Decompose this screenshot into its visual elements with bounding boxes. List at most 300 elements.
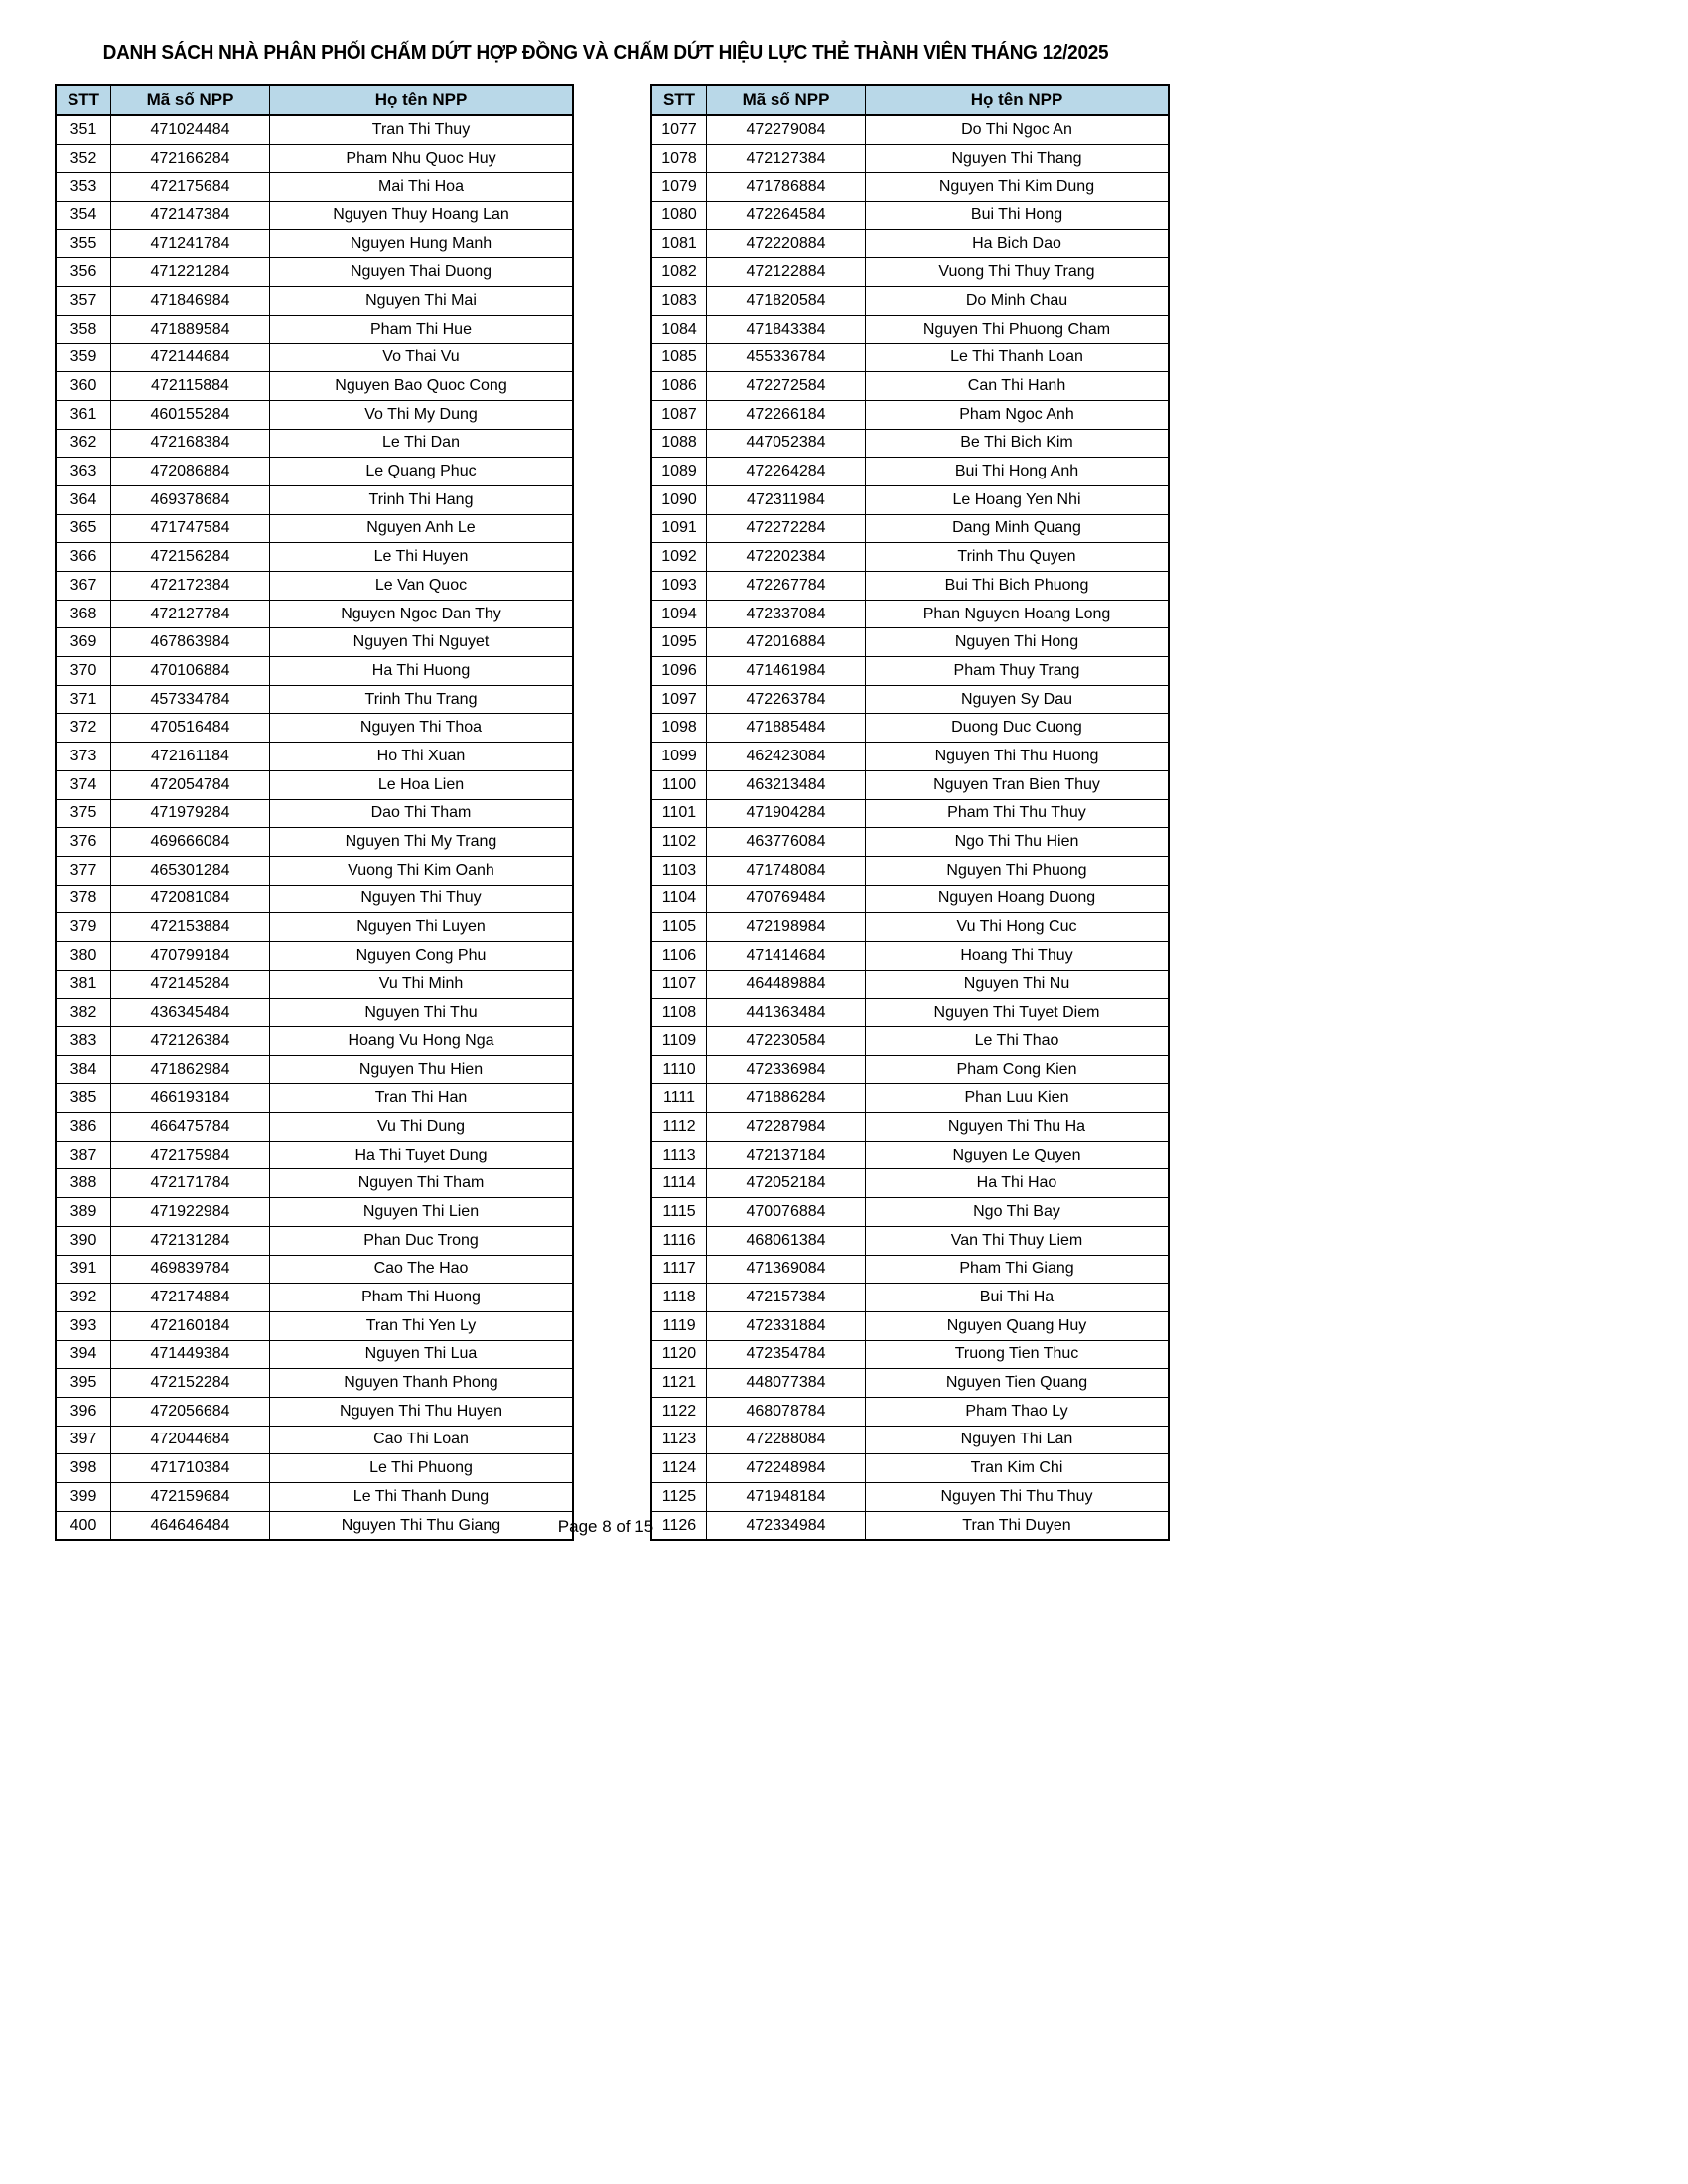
table-row bbox=[56, 685, 573, 714]
stt-cell: 400 bbox=[56, 1511, 111, 1540]
stt-cell: 1081 bbox=[651, 229, 707, 258]
stt-cell: 388 bbox=[56, 1169, 111, 1198]
code-cell: 470076884 bbox=[707, 1198, 866, 1227]
name-cell: Nguyen Thi Tham bbox=[270, 1169, 574, 1198]
table-row bbox=[56, 799, 573, 828]
stt-cell: 1104 bbox=[651, 885, 707, 913]
name-cell: Nguyen Thi Thang bbox=[866, 144, 1170, 173]
table-row bbox=[651, 1198, 1169, 1227]
stt-cell: 1108 bbox=[651, 999, 707, 1027]
stt-cell: 1098 bbox=[651, 714, 707, 743]
stt-cell: 380 bbox=[56, 941, 111, 970]
name-cell: Vu Thi Dung bbox=[270, 1113, 574, 1142]
name-cell: Ha Thi Hao bbox=[866, 1169, 1170, 1198]
code-cell: 471820584 bbox=[707, 287, 866, 316]
table-row bbox=[56, 372, 573, 401]
stt-cell: 1109 bbox=[651, 1027, 707, 1056]
header-name-left: Họ tên NPP bbox=[270, 85, 574, 115]
code-cell: 472153884 bbox=[111, 913, 270, 942]
name-cell: Le Thi Huyen bbox=[270, 543, 574, 572]
table-row bbox=[651, 799, 1169, 828]
table-row bbox=[651, 685, 1169, 714]
table-row bbox=[651, 258, 1169, 287]
name-cell: Tran Thi Han bbox=[270, 1084, 574, 1113]
table-row bbox=[651, 856, 1169, 885]
code-cell: 471846984 bbox=[111, 287, 270, 316]
table-row bbox=[651, 1084, 1169, 1113]
code-cell: 472156284 bbox=[111, 543, 270, 572]
name-cell: Pham Cong Kien bbox=[866, 1055, 1170, 1084]
distributor-table-left bbox=[55, 84, 574, 1541]
name-cell: Nguyen Thanh Phong bbox=[270, 1369, 574, 1398]
code-cell: 470799184 bbox=[111, 941, 270, 970]
table-row bbox=[56, 1169, 573, 1198]
stt-cell: 1117 bbox=[651, 1255, 707, 1284]
code-cell: 472337084 bbox=[707, 600, 866, 628]
header-row bbox=[56, 85, 573, 115]
stt-cell: 376 bbox=[56, 828, 111, 857]
name-cell: Nguyen Thi Mai bbox=[270, 287, 574, 316]
name-cell: Nguyen Thi My Trang bbox=[270, 828, 574, 857]
table-row bbox=[56, 514, 573, 543]
stt-cell: 378 bbox=[56, 885, 111, 913]
name-cell: Ngo Thi Bay bbox=[866, 1198, 1170, 1227]
code-cell: 472127384 bbox=[707, 144, 866, 173]
code-cell: 472248984 bbox=[707, 1454, 866, 1483]
stt-cell: 391 bbox=[56, 1255, 111, 1284]
code-cell: 472220884 bbox=[707, 229, 866, 258]
table-row bbox=[56, 1084, 573, 1113]
table-row bbox=[56, 1454, 573, 1483]
code-cell: 471889584 bbox=[111, 315, 270, 343]
name-cell: Nguyen Sy Dau bbox=[866, 685, 1170, 714]
stt-cell: 1092 bbox=[651, 543, 707, 572]
name-cell: Dao Thi Tham bbox=[270, 799, 574, 828]
code-cell: 471786884 bbox=[707, 173, 866, 202]
table-row bbox=[651, 372, 1169, 401]
stt-cell: 396 bbox=[56, 1397, 111, 1426]
code-cell: 460155284 bbox=[111, 400, 270, 429]
table-row bbox=[56, 202, 573, 230]
stt-cell: 368 bbox=[56, 600, 111, 628]
table-row bbox=[651, 999, 1169, 1027]
name-cell: Nguyen Thi Thuy bbox=[270, 885, 574, 913]
name-cell: Nguyen Thi Tuyet Diem bbox=[866, 999, 1170, 1027]
stt-cell: 369 bbox=[56, 628, 111, 657]
stt-cell: 1100 bbox=[651, 770, 707, 799]
table-row bbox=[56, 343, 573, 372]
table-row bbox=[56, 1426, 573, 1454]
code-cell: 471948184 bbox=[707, 1483, 866, 1512]
stt-cell: 1107 bbox=[651, 970, 707, 999]
table-row bbox=[56, 1027, 573, 1056]
name-cell: Phan Duc Trong bbox=[270, 1226, 574, 1255]
code-cell: 470769484 bbox=[707, 885, 866, 913]
stt-cell: 1096 bbox=[651, 657, 707, 686]
name-cell: Trinh Thi Hang bbox=[270, 485, 574, 514]
code-cell: 472311984 bbox=[707, 485, 866, 514]
code-cell: 470516484 bbox=[111, 714, 270, 743]
name-cell: Nguyen Thi Lien bbox=[270, 1198, 574, 1227]
code-cell: 472336984 bbox=[707, 1055, 866, 1084]
code-cell: 472144684 bbox=[111, 343, 270, 372]
stt-cell: 1120 bbox=[651, 1340, 707, 1369]
table-row bbox=[56, 1226, 573, 1255]
name-cell: Ho Thi Xuan bbox=[270, 743, 574, 771]
name-cell: Trinh Thu Trang bbox=[270, 685, 574, 714]
stt-cell: 383 bbox=[56, 1027, 111, 1056]
table-row bbox=[651, 770, 1169, 799]
code-cell: 472272284 bbox=[707, 514, 866, 543]
stt-cell: 393 bbox=[56, 1311, 111, 1340]
name-cell: Hoang Vu Hong Nga bbox=[270, 1027, 574, 1056]
table-row bbox=[56, 999, 573, 1027]
stt-cell: 384 bbox=[56, 1055, 111, 1084]
name-cell: Nguyen Thi Thu Ha bbox=[866, 1113, 1170, 1142]
code-cell: 472044684 bbox=[111, 1426, 270, 1454]
name-cell: Tran Thi Duyen bbox=[866, 1511, 1170, 1540]
name-cell: Nguyen Cong Phu bbox=[270, 941, 574, 970]
table-row bbox=[56, 543, 573, 572]
stt-cell: 395 bbox=[56, 1369, 111, 1398]
table-row bbox=[651, 941, 1169, 970]
table-row bbox=[56, 1483, 573, 1512]
stt-cell: 399 bbox=[56, 1483, 111, 1512]
stt-cell: 1125 bbox=[651, 1483, 707, 1512]
stt-cell: 387 bbox=[56, 1141, 111, 1169]
stt-cell: 381 bbox=[56, 970, 111, 999]
table-row bbox=[56, 1113, 573, 1142]
name-cell: Ha Thi Tuyet Dung bbox=[270, 1141, 574, 1169]
name-cell: Vu Thi Hong Cuc bbox=[866, 913, 1170, 942]
name-cell: Nguyen Le Quyen bbox=[866, 1141, 1170, 1169]
code-cell: 468078784 bbox=[707, 1397, 866, 1426]
stt-cell: 1118 bbox=[651, 1284, 707, 1312]
stt-cell: 1097 bbox=[651, 685, 707, 714]
code-cell: 463213484 bbox=[707, 770, 866, 799]
name-cell: Nguyen Bao Quoc Cong bbox=[270, 372, 574, 401]
code-cell: 472161184 bbox=[111, 743, 270, 771]
table-row bbox=[651, 1141, 1169, 1169]
code-cell: 472171784 bbox=[111, 1169, 270, 1198]
table-row bbox=[651, 485, 1169, 514]
stt-cell: 1113 bbox=[651, 1141, 707, 1169]
name-cell: Le Thi Thanh Dung bbox=[270, 1483, 574, 1512]
table-row bbox=[56, 458, 573, 486]
name-cell: Nguyen Hung Manh bbox=[270, 229, 574, 258]
name-cell: Nguyen Thi Thu Huyen bbox=[270, 1397, 574, 1426]
table-row bbox=[651, 400, 1169, 429]
stt-cell: 394 bbox=[56, 1340, 111, 1369]
name-cell: Le Van Quoc bbox=[270, 572, 574, 601]
stt-cell: 1093 bbox=[651, 572, 707, 601]
code-cell: 472264584 bbox=[707, 202, 866, 230]
code-cell: 471241784 bbox=[111, 229, 270, 258]
code-cell: 462423084 bbox=[707, 743, 866, 771]
code-cell: 472230584 bbox=[707, 1027, 866, 1056]
code-cell: 471414684 bbox=[707, 941, 866, 970]
table-row bbox=[56, 1198, 573, 1227]
name-cell: Nguyen Thi Nu bbox=[866, 970, 1170, 999]
code-cell: 464489884 bbox=[707, 970, 866, 999]
code-cell: 472354784 bbox=[707, 1340, 866, 1369]
stt-cell: 1101 bbox=[651, 799, 707, 828]
header-code-left: Mã số NPP bbox=[111, 85, 270, 115]
stt-cell: 1123 bbox=[651, 1426, 707, 1454]
name-cell: Nguyen Thai Duong bbox=[270, 258, 574, 287]
table-row bbox=[651, 343, 1169, 372]
name-cell: Vo Thai Vu bbox=[270, 343, 574, 372]
code-cell: 472056684 bbox=[111, 1397, 270, 1426]
table-row bbox=[56, 1369, 573, 1398]
stt-cell: 371 bbox=[56, 685, 111, 714]
code-cell: 441363484 bbox=[707, 999, 866, 1027]
table-row bbox=[56, 1055, 573, 1084]
table-row bbox=[651, 657, 1169, 686]
name-cell: Nguyen Thi Phuong Cham bbox=[866, 315, 1170, 343]
table-row bbox=[56, 1311, 573, 1340]
table-row bbox=[651, 1369, 1169, 1398]
name-cell: Nguyen Thi Lua bbox=[270, 1340, 574, 1369]
stt-cell: 1088 bbox=[651, 429, 707, 458]
name-cell: Nguyen Ngoc Dan Thy bbox=[270, 600, 574, 628]
table-row bbox=[651, 572, 1169, 601]
stt-cell: 1087 bbox=[651, 400, 707, 429]
stt-cell: 1122 bbox=[651, 1397, 707, 1426]
header-row bbox=[651, 85, 1169, 115]
table-row bbox=[651, 714, 1169, 743]
code-cell: 472122884 bbox=[707, 258, 866, 287]
stt-cell: 1079 bbox=[651, 173, 707, 202]
name-cell: Le Hoang Yen Nhi bbox=[866, 485, 1170, 514]
code-cell: 471024484 bbox=[111, 115, 270, 144]
stt-cell: 1102 bbox=[651, 828, 707, 857]
stt-cell: 1078 bbox=[651, 144, 707, 173]
name-cell: Nguyen Hoang Duong bbox=[866, 885, 1170, 913]
code-cell: 472157384 bbox=[707, 1284, 866, 1312]
name-cell: Nguyen Anh Le bbox=[270, 514, 574, 543]
stt-cell: 390 bbox=[56, 1226, 111, 1255]
stt-cell: 1090 bbox=[651, 485, 707, 514]
code-cell: 472137184 bbox=[707, 1141, 866, 1169]
name-cell: Nguyen Thi Thu Huong bbox=[866, 743, 1170, 771]
stt-cell: 357 bbox=[56, 287, 111, 316]
code-cell: 472202384 bbox=[707, 543, 866, 572]
name-cell: Le Thi Thao bbox=[866, 1027, 1170, 1056]
stt-cell: 1105 bbox=[651, 913, 707, 942]
code-cell: 471862984 bbox=[111, 1055, 270, 1084]
table-row bbox=[56, 913, 573, 942]
name-cell: Nguyen Thi Nguyet bbox=[270, 628, 574, 657]
code-cell: 471748084 bbox=[707, 856, 866, 885]
header-stt-left: STT bbox=[56, 85, 111, 115]
name-cell: Dang Minh Quang bbox=[866, 514, 1170, 543]
name-cell: Trinh Thu Quyen bbox=[866, 543, 1170, 572]
name-cell: Vuong Thi Thuy Trang bbox=[866, 258, 1170, 287]
code-cell: 472159684 bbox=[111, 1483, 270, 1512]
code-cell: 472198984 bbox=[707, 913, 866, 942]
name-cell: Nguyen Tran Bien Thuy bbox=[866, 770, 1170, 799]
table-row bbox=[651, 115, 1169, 144]
name-cell: Nguyen Thi Thu Thuy bbox=[866, 1483, 1170, 1512]
table-row bbox=[56, 828, 573, 857]
stt-cell: 360 bbox=[56, 372, 111, 401]
stt-cell: 364 bbox=[56, 485, 111, 514]
code-cell: 448077384 bbox=[707, 1369, 866, 1398]
stt-cell: 1116 bbox=[651, 1226, 707, 1255]
distributor-table-right bbox=[650, 84, 1170, 1541]
code-cell: 463776084 bbox=[707, 828, 866, 857]
table-row bbox=[651, 885, 1169, 913]
table-row bbox=[651, 970, 1169, 999]
table-row bbox=[56, 1340, 573, 1369]
name-cell: Cao Thi Loan bbox=[270, 1426, 574, 1454]
stt-cell: 1085 bbox=[651, 343, 707, 372]
name-cell: Pham Thao Ly bbox=[866, 1397, 1170, 1426]
header-code-right: Mã số NPP bbox=[707, 85, 866, 115]
code-cell: 472172384 bbox=[111, 572, 270, 601]
name-cell: Nguyen Thi Phuong bbox=[866, 856, 1170, 885]
table-row bbox=[56, 485, 573, 514]
code-cell: 472160184 bbox=[111, 1311, 270, 1340]
code-cell: 471979284 bbox=[111, 799, 270, 828]
stt-cell: 1084 bbox=[651, 315, 707, 343]
stt-cell: 377 bbox=[56, 856, 111, 885]
stt-cell: 1112 bbox=[651, 1113, 707, 1142]
code-cell: 471922984 bbox=[111, 1198, 270, 1227]
table-row bbox=[56, 115, 573, 144]
table-body-right bbox=[651, 115, 1169, 1540]
name-cell: Nguyen Thi Thoa bbox=[270, 714, 574, 743]
page-title: DANH SÁCH NHÀ PHÂN PHỐI CHẤM DỨT HỢP ĐỒNG VÀ CHẤM DỨT HIỆU LỰC THẺ THÀNH VIÊN THÁNG 12/2025 bbox=[102, 42, 1109, 64]
name-cell: Pham Thi Huong bbox=[270, 1284, 574, 1312]
code-cell: 469666084 bbox=[111, 828, 270, 857]
name-cell: Vu Thi Minh bbox=[270, 970, 574, 999]
name-cell: Tran Thi Thuy bbox=[270, 115, 574, 144]
code-cell: 457334784 bbox=[111, 685, 270, 714]
name-cell: Hoang Thi Thuy bbox=[866, 941, 1170, 970]
code-cell: 471710384 bbox=[111, 1454, 270, 1483]
table-row bbox=[56, 1284, 573, 1312]
stt-cell: 1082 bbox=[651, 258, 707, 287]
table-row bbox=[651, 173, 1169, 202]
table-row bbox=[56, 856, 573, 885]
code-cell: 472174884 bbox=[111, 1284, 270, 1312]
name-cell: Nguyen Quang Huy bbox=[866, 1311, 1170, 1340]
name-cell: Tran Thi Yen Ly bbox=[270, 1311, 574, 1340]
table-row bbox=[651, 1027, 1169, 1056]
stt-cell: 1121 bbox=[651, 1369, 707, 1398]
name-cell: Ngo Thi Thu Hien bbox=[866, 828, 1170, 857]
stt-cell: 1086 bbox=[651, 372, 707, 401]
code-cell: 468061384 bbox=[707, 1226, 866, 1255]
code-cell: 472264284 bbox=[707, 458, 866, 486]
name-cell: Do Thi Ngoc An bbox=[866, 115, 1170, 144]
name-cell: Nguyen Thi Kim Dung bbox=[866, 173, 1170, 202]
code-cell: 472288084 bbox=[707, 1426, 866, 1454]
code-cell: 472175684 bbox=[111, 173, 270, 202]
table-row bbox=[651, 1340, 1169, 1369]
code-cell: 472168384 bbox=[111, 429, 270, 458]
code-cell: 472263784 bbox=[707, 685, 866, 714]
stt-cell: 1110 bbox=[651, 1055, 707, 1084]
name-cell: Pham Thuy Trang bbox=[866, 657, 1170, 686]
stt-cell: 356 bbox=[56, 258, 111, 287]
table-row bbox=[56, 429, 573, 458]
name-cell: Van Thi Thuy Liem bbox=[866, 1226, 1170, 1255]
stt-cell: 1080 bbox=[651, 202, 707, 230]
code-cell: 466193184 bbox=[111, 1084, 270, 1113]
stt-cell: 365 bbox=[56, 514, 111, 543]
code-cell: 472052184 bbox=[707, 1169, 866, 1198]
name-cell: Truong Tien Thuc bbox=[866, 1340, 1170, 1369]
table-row bbox=[56, 572, 573, 601]
code-cell: 471904284 bbox=[707, 799, 866, 828]
name-cell: Mai Thi Hoa bbox=[270, 173, 574, 202]
name-cell: Bui Thi Ha bbox=[866, 1284, 1170, 1312]
name-cell: Bui Thi Hong bbox=[866, 202, 1170, 230]
name-cell: Bui Thi Hong Anh bbox=[866, 458, 1170, 486]
name-cell: Ha Thi Huong bbox=[270, 657, 574, 686]
table-row bbox=[651, 202, 1169, 230]
table-row bbox=[56, 287, 573, 316]
code-cell: 472115884 bbox=[111, 372, 270, 401]
stt-cell: 1119 bbox=[651, 1311, 707, 1340]
table-row bbox=[56, 714, 573, 743]
code-cell: 470106884 bbox=[111, 657, 270, 686]
code-cell: 472081084 bbox=[111, 885, 270, 913]
stt-cell: 374 bbox=[56, 770, 111, 799]
code-cell: 471886284 bbox=[707, 1084, 866, 1113]
table-row bbox=[56, 941, 573, 970]
table-row bbox=[651, 229, 1169, 258]
table-row bbox=[56, 770, 573, 799]
name-cell: Phan Luu Kien bbox=[866, 1084, 1170, 1113]
table-row bbox=[651, 1226, 1169, 1255]
table-row bbox=[56, 1255, 573, 1284]
table-row bbox=[56, 743, 573, 771]
header-stt-right: STT bbox=[651, 85, 707, 115]
code-cell: 472152284 bbox=[111, 1369, 270, 1398]
stt-cell: 373 bbox=[56, 743, 111, 771]
name-cell: Le Thi Phuong bbox=[270, 1454, 574, 1483]
code-cell: 471221284 bbox=[111, 258, 270, 287]
code-cell: 436345484 bbox=[111, 999, 270, 1027]
code-cell: 472145284 bbox=[111, 970, 270, 999]
stt-cell: 1094 bbox=[651, 600, 707, 628]
stt-cell: 379 bbox=[56, 913, 111, 942]
stt-cell: 1103 bbox=[651, 856, 707, 885]
table-row bbox=[651, 1284, 1169, 1312]
stt-cell: 1091 bbox=[651, 514, 707, 543]
name-cell: Nguyen Thi Lan bbox=[866, 1426, 1170, 1454]
stt-cell: 389 bbox=[56, 1198, 111, 1227]
stt-cell: 353 bbox=[56, 173, 111, 202]
name-cell: Nguyen Thi Thu bbox=[270, 999, 574, 1027]
name-cell: Phan Nguyen Hoang Long bbox=[866, 600, 1170, 628]
table-row bbox=[651, 1169, 1169, 1198]
name-cell: Pham Thi Hue bbox=[270, 315, 574, 343]
table-row bbox=[651, 913, 1169, 942]
code-cell: 469378684 bbox=[111, 485, 270, 514]
stt-cell: 363 bbox=[56, 458, 111, 486]
name-cell: Pham Nhu Quoc Huy bbox=[270, 144, 574, 173]
stt-cell: 1115 bbox=[651, 1198, 707, 1227]
table-row bbox=[651, 1483, 1169, 1512]
code-cell: 469839784 bbox=[111, 1255, 270, 1284]
name-cell: Do Minh Chau bbox=[866, 287, 1170, 316]
stt-cell: 386 bbox=[56, 1113, 111, 1142]
